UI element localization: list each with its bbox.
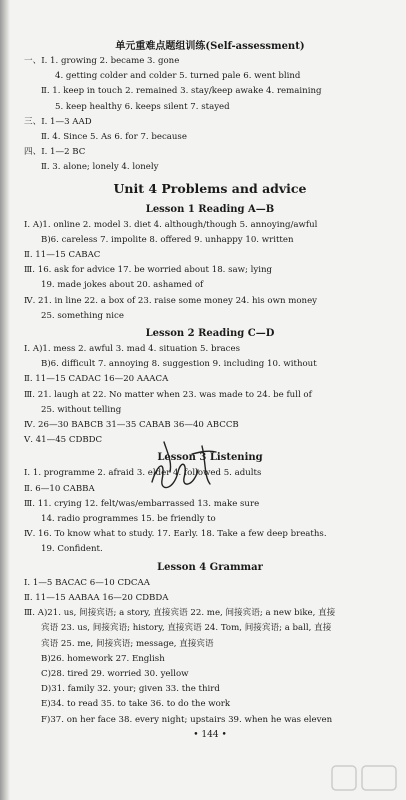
answer-line: 四、Ⅰ. 1—2 BC [24, 147, 86, 158]
answer-line: C)28. tired 29. worried 30. yellow [41, 668, 189, 679]
lesson-3-title: Lesson 3 Listening [157, 452, 263, 464]
lesson-1-answers [24, 218, 396, 324]
answer-line: Ⅱ. 3. alone; lonely 4. lonely [41, 162, 159, 173]
page-content [24, 40, 396, 740]
answer-line: 19. made jokes about 20. ashamed of [41, 280, 204, 291]
answer-line: Ⅲ. 11. crying 12. felt/was/embarrassed 13. make sure [24, 498, 260, 509]
answer-line: Ⅱ. 6—10 CABBA [24, 483, 95, 494]
self-assessment-answers [24, 54, 396, 176]
answer-line: 14. radio programmes 15. be friendly to [41, 514, 216, 525]
answer-line: Ⅱ. 1. keep in touch 2. remained 3. stay/keep awake 4. remaining [41, 86, 322, 97]
lesson-4-title: Lesson 4 Grammar [157, 561, 263, 573]
answer-line: Ⅰ. 1—5 BACAC 6—10 CDCAA [24, 577, 150, 588]
answer-line: Ⅱ. 4. Since 5. As 6. for 7. because [41, 132, 187, 143]
answer-line: Ⅳ. 16. To know what to study. 17. Early. 18. Take a few deep breaths. [24, 529, 327, 540]
answer-line: 宾语 25. me, 间接宾语; message, 直接宾语 [41, 638, 214, 649]
answer-line: B)6. careless 7. impolite 8. offered 9. unhappy 10. written [41, 234, 294, 245]
answer-line: 25. without telling [41, 404, 122, 415]
answer-line: Ⅱ. 11—15 AABAA 16—20 CDBDA [24, 592, 169, 603]
answer-line: Ⅱ. 11—15 CABAC [24, 250, 101, 261]
pen-scribble [144, 432, 224, 502]
answer-line: Ⅲ. A)21. us, 间接宾语; a story, 直接宾语 22. me, 间接宾语; a new bike, 直接 [24, 608, 336, 619]
answer-line: 19. Confident. [41, 544, 103, 555]
page-number: • 144 • [193, 729, 227, 740]
answer-line: B)6. difficult 7. annoying 8. suggestion 9. including 10. without [41, 359, 317, 370]
answer-line: B)26. homework 27. English [41, 653, 165, 664]
lesson-2-title: Lesson 2 Reading C—D [145, 328, 275, 340]
answer-line: E)34. to read 35. to take 36. to do the work [41, 699, 231, 710]
book-spine-shadow [0, 0, 10, 800]
answer-line: Ⅳ. 26—30 BABCB 31—35 CABAB 36—40 ABCCB [24, 420, 239, 431]
answer-line: Ⅰ. A)1. mess 2. awful 3. mad 4. situation 5. braces [24, 344, 240, 355]
section-title: 单元重难点题组训练(Self-assessment) [115, 41, 305, 52]
answer-line: 4. getting colder and colder 5. turned pale 6. went blind [55, 71, 301, 82]
watermark-logo [330, 762, 400, 796]
answer-line: Ⅰ. 1. programme 2. afraid 3. elder 4. followed 5. adults [24, 468, 262, 479]
answer-line: Ⅲ. 21. laugh at 22. No matter when 23. was made to 24. be full of [24, 389, 312, 400]
answer-line: D)31. family 32. your; given 33. the third [41, 684, 220, 695]
answer-line: Ⅳ. 21. in line 22. a box of 23. raise some money 24. his own money [24, 295, 318, 306]
answer-line: F)37. on her face 38. every night; upstairs 39. when he was eleven [41, 714, 333, 725]
answer-line: 三、Ⅰ. 1—3 AAD [24, 116, 92, 127]
answer-line: Ⅰ. A)1. online 2. model 3. diet 4. although/though 5. annoying/awful [24, 219, 318, 230]
answer-line: 一、Ⅰ. 1. growing 2. became 3. gone [24, 56, 180, 66]
answer-line: Ⅲ. 16. ask for advice 17. be worried about 18. saw; lying [24, 265, 273, 276]
answer-line: Ⅱ. 11—15 CADAC 16—20 AAACA [24, 374, 169, 385]
lesson-1-title: Lesson 1 Reading A—B [145, 203, 275, 215]
lesson-4-answers [24, 576, 396, 728]
answer-line: 5. keep healthy 6. keeps silent 7. stayed [55, 101, 230, 112]
answer-line: 25. something nice [41, 310, 124, 321]
unit-title: Unit 4 Problems and advice [113, 180, 307, 196]
answer-line: Ⅴ. 41—45 CDBDC [24, 435, 103, 446]
answer-line: 宾语 23. us, 间接宾语; history, 直接宾语 24. Tom, 间接宾语; a ball, 直接 [41, 623, 332, 634]
